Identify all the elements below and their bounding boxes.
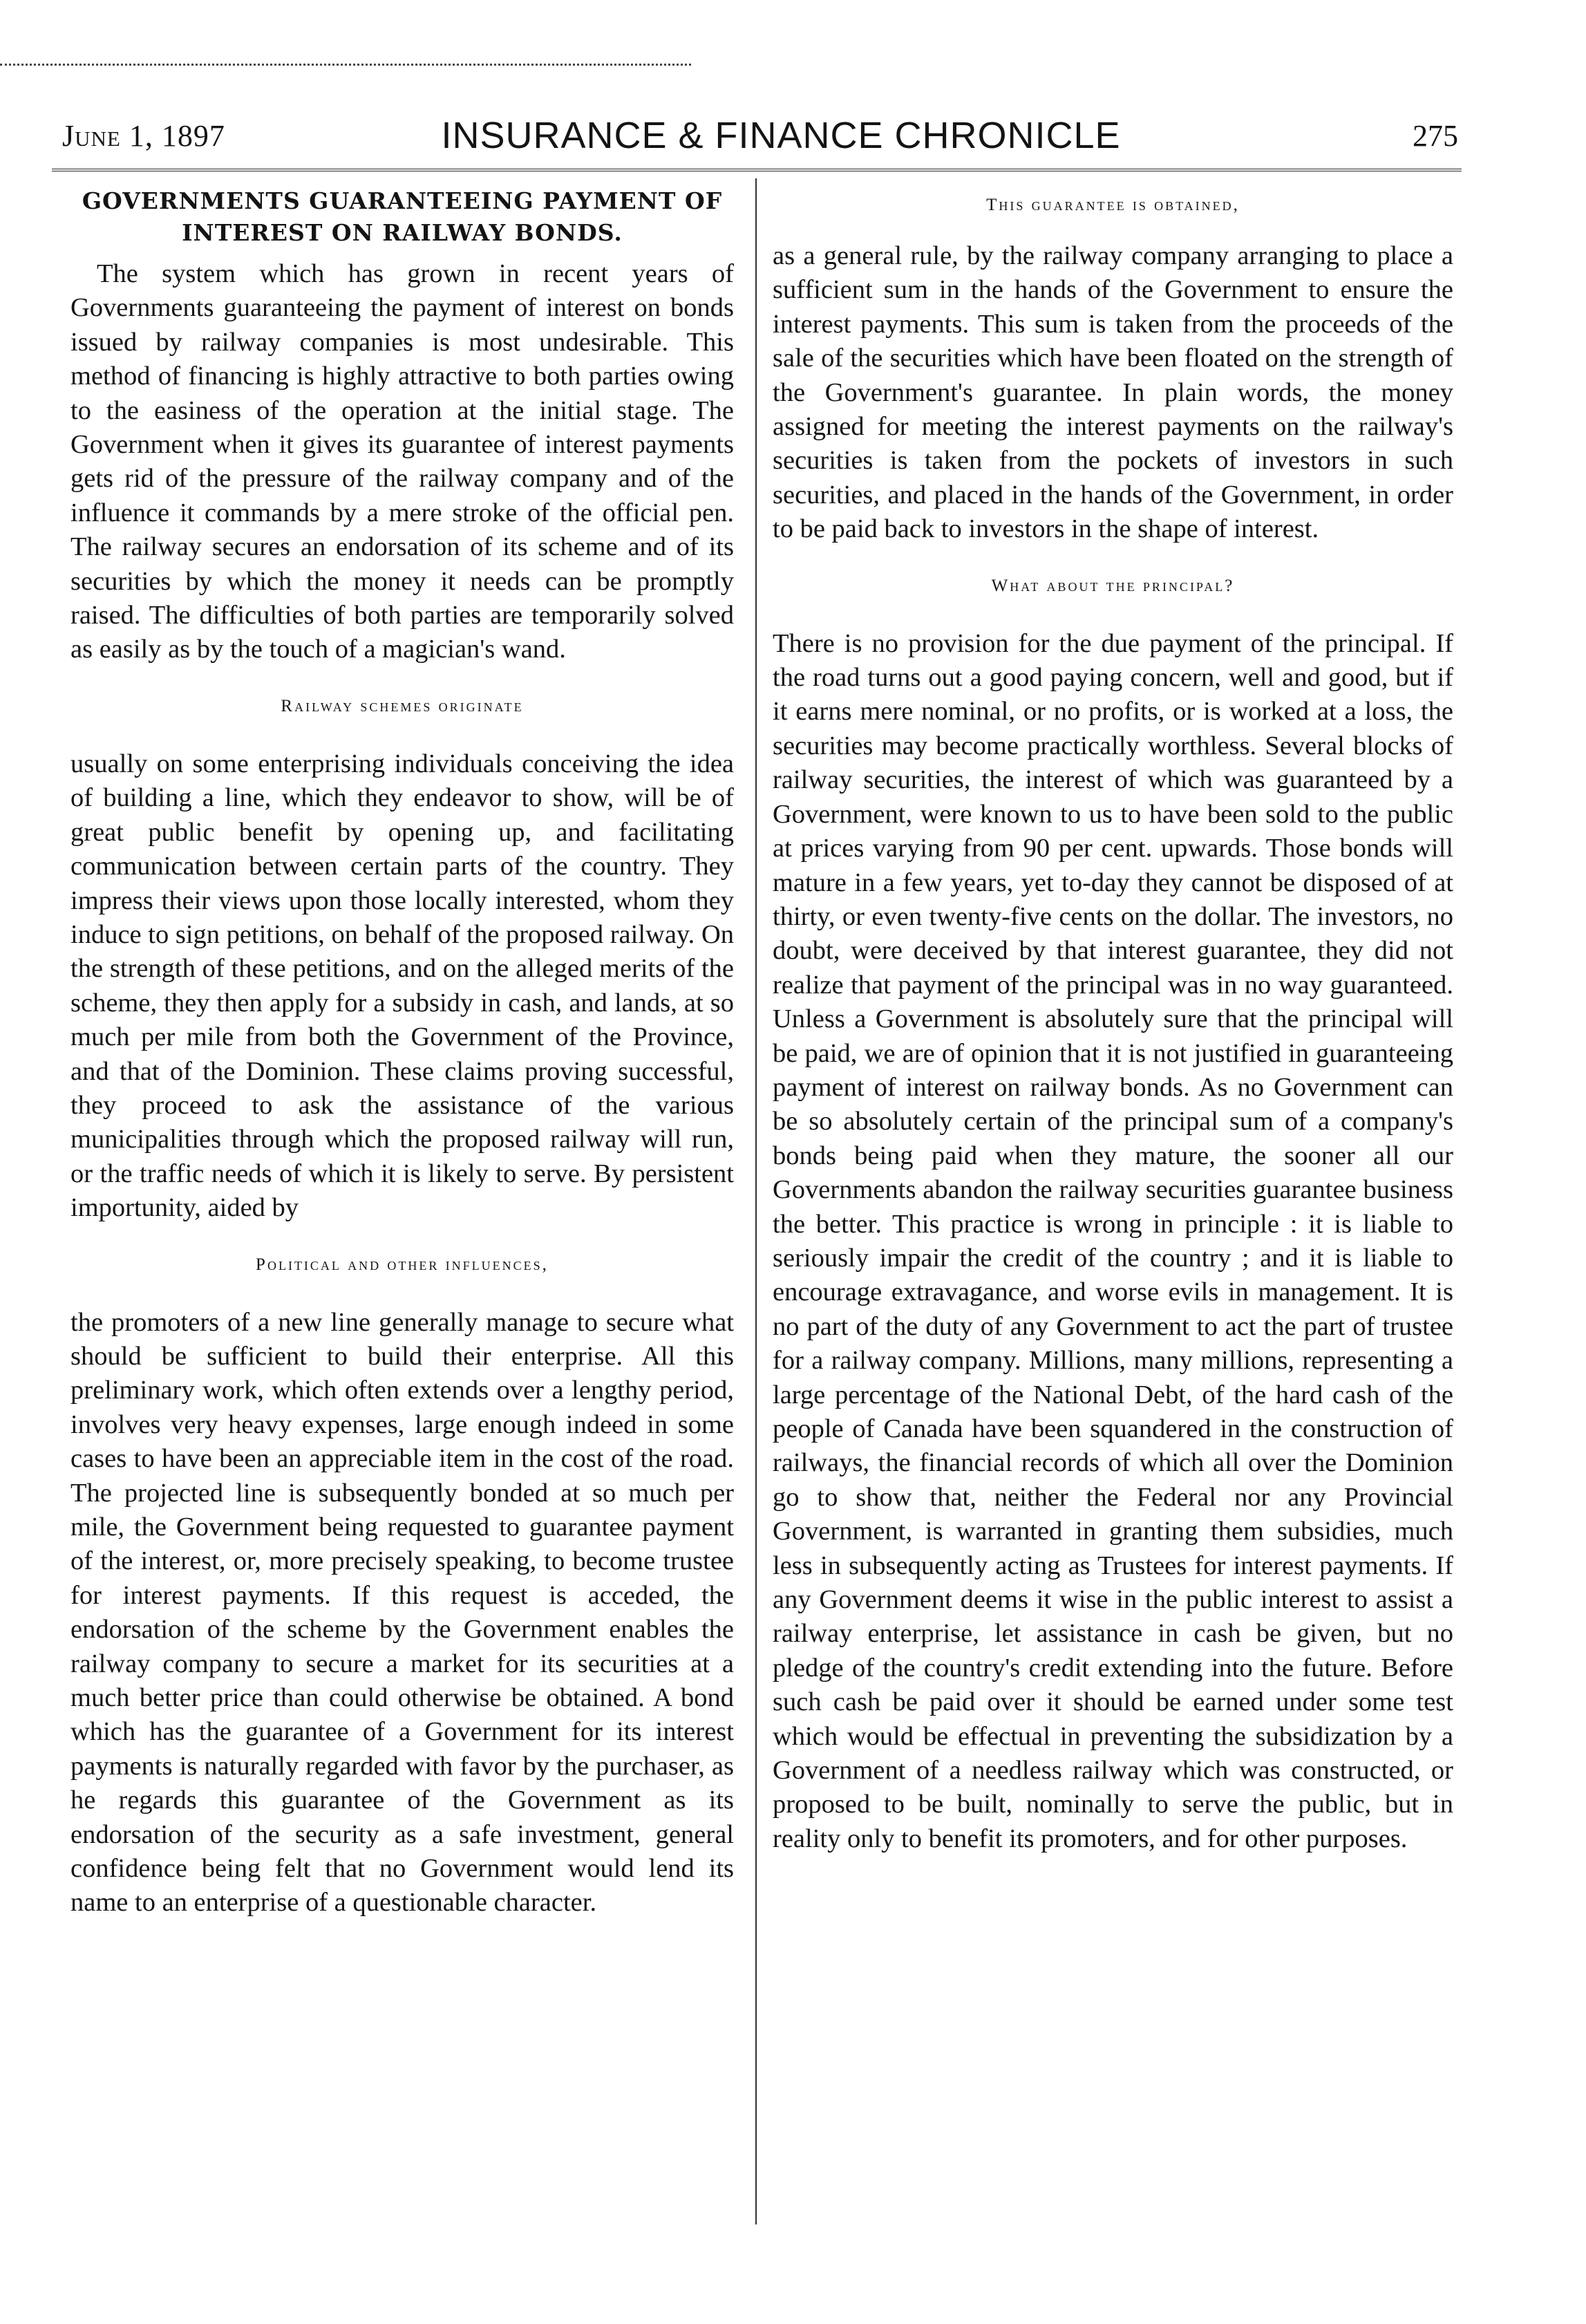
right-column	[773, 185, 1453, 1856]
paragraph-schemes: usually on some enterprising individuals conceiving the idea of building a line, which they endeavor to show, will be of great public benefit by opening up, and facilitating communication between certain parts of the country. They impress their views upon those locally interested, whom they induce to sign petitions, on behalf of the proposed railway. On the strength of these petitions, and on the alleged merits of the scheme, they then apply for a subsidy in cash, and lands, at so much per mile from both the Government of the Province, and that of the Dominion. These claims proving successful, they proceed to ask the assistance of the various municipalities through which the proposed railway will run, or the traffic needs of which it is likely to serve. By persistent importunity, aided by	[70, 749, 734, 1223]
paragraph-principal: There is no provision for the due payment of the principal. If the road turns out a good paying concern, well and good, but if it earns mere nominal, or no profits, or is worked at a loss, the securities may become practically worthless. Several blocks of railway securities, the interest of which was guaranteed by a Government, were known to us to have been sold to the public at prices varying from 90 per cent. upwards. Those bonds will mature in a few years, yet to-day they cannot be disposed of at thirty, or even twenty-five cents on the dollar. The investors, no doubt, were deceived by that interest guarantee, they did not realize that payment of the principal was in no way guaranteed. Unless a Government is absolutely sure that the principal will be paid, we are of opinion that it is not justified in guaranteeing payment of interest on railway bonds. As no Government can be so absolutely certain of the principal sum of a company's bonds being paid when they mature, the sooner all our Governments abandon the railway securities guarantee business the better. This practice is wrong in principle : it is liable to seriously impair the credit of the country ; and it is liable to encourage extravagance, and worse evils in management. It is no part of the duty of any Government to act the part of trustee for a railway company. Millions, many millions, representing a large percentage of the National Debt, of the hard cash of the people of Canada have been squandered in the construction of railways, the financial records of which all over the Dominion go to show that, neither the Federal nor any Provincial Government, is warranted in granting them subsidies, much less in subsequently acting as Trustees for interest payments. If any Government deems it wise in the public interest to assist a railway enterprise, let assistance in cash be given, but no pledge of the country's credit extending into the future. Before such cash be paid over it should be earned under some test which would be effectual in preventing the subsidization by a Government of a needless railway which was constructed, or proposed to be built, nominally to serve the public, but in reality only to benefit its promoters, and for other purposes.	[773, 628, 1453, 1853]
page-header	[62, 114, 1458, 162]
intro-paragraph: The system which has grown in recent years of Governments guaranteeing the payment of interest on bonds issued by railway companies is most undesirable. This method of financing is highly attractive to both parties owing to the easiness of the operation at the initial stage. The Government when it gives its guarantee of interest payments gets rid of the pressure of the railway company and of the influence it commands by a mere stroke of the official pen. The railway secures an endorsation of its scheme and of its securities by which the money it needs can be promptly raised. The difficulties of both parties are temporarily solved as easily as by the touch of a magician's wand.	[70, 259, 734, 664]
paragraph-promoters: the promoters of a new line generally manage to secure what should be sufficient to build their enterprise. All this preliminary work, which often extends over a lengthy period, involves very heavy expenses, large enough indeed in some cases to have been an appreciable item in the cost of the road. The projected line is subsequently bonded at so much per mile, the Government being requested to guarantee payment of the interest, or, more precisely speaking, to become trustee for interest payments. If this request is acceded, the endorsation of the scheme by the Government enables the railway company to secure a market for its securities at a much better price than could otherwise be obtained. A bond which has the guarantee of a Government for its interest payments is naturally regarded with favor by the purchaser, as he regards this guarantee of the Government as its endorsation of the security as a safe investment, general confidence being felt that no Government would lend its name to an enterprise of a questionable character.	[70, 1307, 734, 1918]
page-number: 275	[1413, 119, 1458, 153]
article-title: GOVERNMENTS GUARANTEEING PAYMENT OF INTEREST ON RAILWAY BONDS.	[82, 187, 723, 246]
subhead-principal: What about the principal?	[991, 576, 1235, 595]
paragraph-guarantee: as a general rule, by the railway company arranging to place a sufficient sum in the hands of the Government to ensure the interest payments. This sum is taken from the proceeds of the sale of the securities which have been floated on the strength of the Government's guarantee. In plain words, the money assigned for meeting the interest payments on the railway's securities is taken from the pockets of investors in such securities, and placed in the hands of the Government, in order to be paid back to investors in the shape of interest.	[773, 241, 1453, 544]
header-rule	[52, 169, 1462, 171]
top-edge-rule	[0, 64, 691, 66]
subhead-guarantee-obtained: This guarantee is obtained,	[986, 196, 1240, 214]
column-divider	[755, 178, 757, 2224]
left-column	[70, 185, 734, 1920]
subhead-political-influences: Political and other influences,	[256, 1255, 549, 1274]
subhead-railway-schemes: Railway schemes originate	[281, 696, 524, 715]
issue-date: June 1, 1897	[62, 119, 225, 153]
masthead-title: INSURANCE & FINANCE CHRONICLE	[441, 115, 1121, 156]
